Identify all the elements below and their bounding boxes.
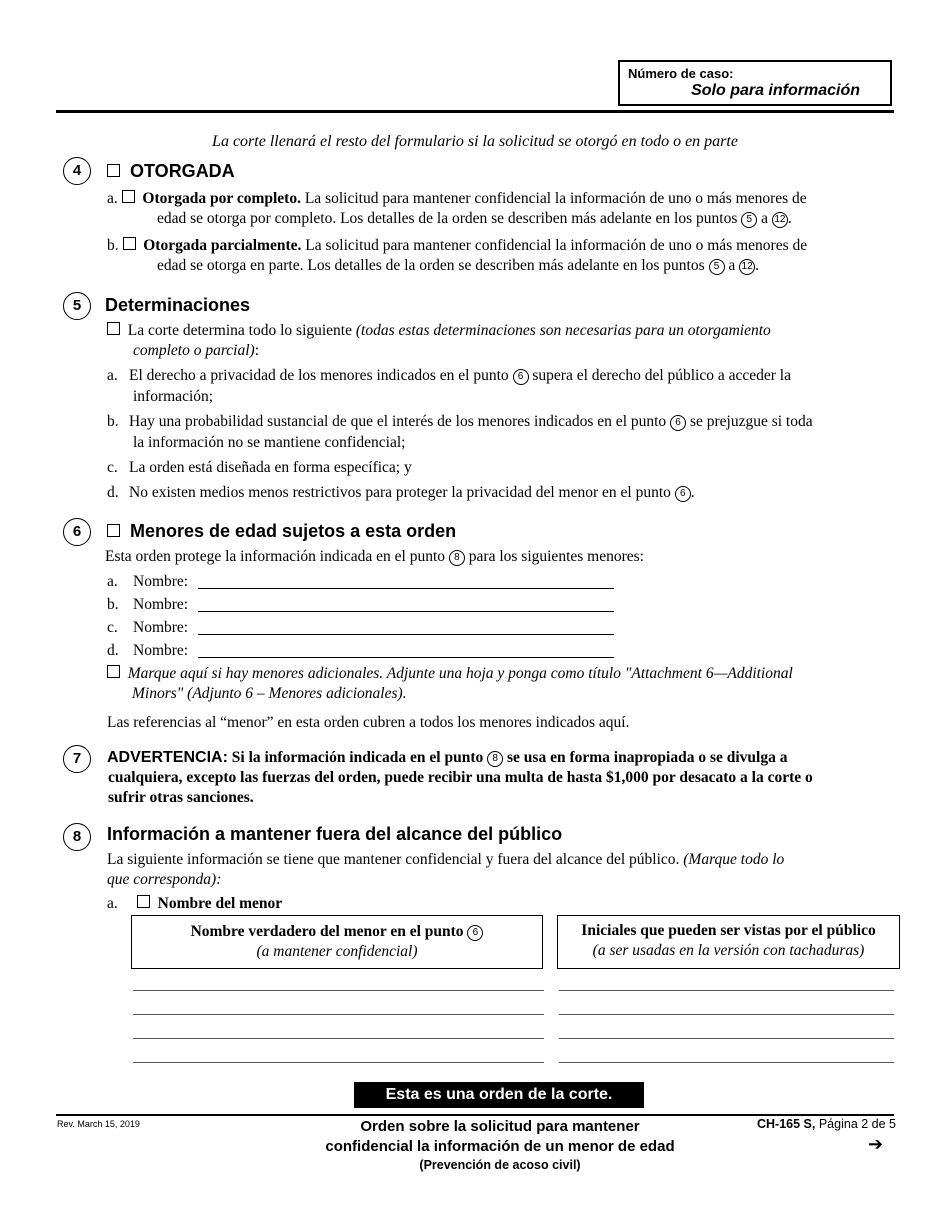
additional-minors: Marque aquí si hay menores adicionales. Adjunte una hoja y ponga como título "Attachment 6—Additional (107, 664, 793, 684)
ref-8: 8 (487, 751, 503, 767)
item-5-number: 5 (63, 292, 91, 320)
true-name-row-1[interactable] (133, 990, 544, 991)
header-rule (56, 110, 894, 113)
item-6-number: 6 (63, 518, 91, 546)
case-number-box (618, 60, 892, 106)
item-4b-text1: La solicitud para mantener confidencial la información de uno o más menores de (305, 237, 808, 254)
item-4b-text2: edad se otorga en parte. Los detalles de la orden se describen más adelante en los puntos (157, 257, 705, 274)
ref-8: 8 (449, 550, 465, 566)
item-5-intro-line2: completo o parcial): (133, 342, 259, 359)
form-id: CH-165 S, (757, 1117, 816, 1131)
true-name-column-header: Nombre verdadero del menor en el punto 6 (a mantener confidencial) (131, 915, 543, 969)
item-5-intro-italic1: (todas estas determinaciones son necesarias para un otorgamiento (355, 322, 771, 339)
item-5b: b. Hay una probabilidad sustancial de que el interés de los menores indicados en el punto 6 se prejuzgue si toda (107, 413, 813, 430)
page-number: Página 2 de 5 (818, 1117, 896, 1131)
minor-name-a: a. Nombre: (107, 573, 189, 590)
item-5a: a. El derecho a privacidad de los menores indicados en el punto 6 supera el derecho del público a acceder la (107, 367, 791, 384)
form-page-info (740, 1117, 896, 1131)
item-8a: a. Nombre del menor (107, 895, 283, 912)
form-title-line1: Orden sobre la solicitud para mantener (360, 1118, 640, 1135)
item-4a-text2: edad se otorga por completo. Los detalles de la orden se describen más adelante en los puntos (157, 210, 738, 227)
item-5c: c. La orden está diseñada en forma específica; y (107, 459, 412, 476)
true-name-row-4[interactable] (133, 1062, 544, 1063)
ref-12: 12 (739, 259, 755, 275)
item-4a (107, 189, 897, 209)
ref-6: 6 (675, 486, 691, 502)
form-title (250, 1117, 750, 1174)
minor-name-a-field[interactable] (198, 588, 614, 589)
item-6-title: Menores de edad sujetos a esta orden (130, 521, 457, 541)
item-4b-bold: Otorgada parcialmente. (143, 237, 302, 254)
initials-row-1[interactable] (559, 990, 894, 991)
true-name-row-2[interactable] (133, 1014, 544, 1015)
granted-partial-checkbox[interactable] (123, 237, 136, 250)
item-6-references: Las referencias al “menor” en esta orden cubren a todos los menores indicados aquí. (107, 714, 630, 731)
item-5d: d. No existen medios menos restrictivos para proteger la privacidad del menor en el punto 6 . (107, 484, 695, 501)
form-subtitle: (Prevención de acoso civil) (419, 1158, 581, 1172)
ref-6: 6 (467, 925, 483, 941)
ref-5: 5 (709, 259, 725, 275)
footer-rule (56, 1114, 894, 1116)
item-8-intro-line2: que corresponda): (107, 871, 222, 888)
item-5-title: Determinaciones (105, 295, 251, 315)
item-5-intro-text: La corte determina todo lo siguiente (127, 322, 352, 339)
ref-6: 6 (670, 415, 686, 431)
ref-5: 5 (741, 212, 757, 228)
item-4b-letter: b. (107, 237, 119, 254)
revision-date: Rev. March 15, 2019 (57, 1119, 140, 1129)
item-7-warning-line2: cualquiera, excepto las fuerzas del orden, puede recibir una multa de hasta $1,000 por desacato a la corte o (108, 769, 813, 786)
findings-checkbox[interactable] (107, 322, 120, 335)
item-5a-line2: información; (133, 388, 214, 405)
item-4-title: OTORGADA (130, 161, 235, 181)
minor-name-c-field[interactable] (198, 634, 614, 635)
ref-12: 12 (772, 212, 788, 228)
additional-minors-checkbox[interactable] (107, 665, 120, 678)
item-4b (107, 236, 897, 256)
item-5-intro-italic2: completo o parcial) (133, 342, 255, 359)
initials-row-2[interactable] (559, 1014, 894, 1015)
initials-row-3[interactable] (559, 1038, 894, 1039)
item-7-warning-line3: sufrir otras sanciones. (108, 789, 254, 806)
true-name-row-3[interactable] (133, 1038, 544, 1039)
item-5-intro (107, 321, 897, 341)
item-4a-bold: Otorgada por completo. (142, 190, 301, 207)
item-8-title: Información a mantener fuera del alcance del público (107, 824, 563, 844)
item-4a-text1: La solicitud para mantener confidencial la información de uno o más menores de (304, 190, 807, 207)
court-order-banner: Esta es una orden de la corte. (354, 1082, 644, 1108)
warning-label: ADVERTENCIA: (107, 749, 228, 766)
granted-full-checkbox[interactable] (122, 190, 135, 203)
conj-a: a (761, 210, 768, 227)
case-number-value: Solo para información (691, 82, 860, 99)
ref-6: 6 (513, 369, 529, 385)
granted-checkbox[interactable] (107, 164, 120, 177)
minor-name-b: b. Nombre: (107, 596, 189, 613)
minor-name-b-field[interactable] (198, 611, 614, 612)
case-number-label: Número de caso: (628, 66, 734, 81)
minor-name-d-field[interactable] (198, 657, 614, 658)
item-5b-line2: la información no se mantiene confidencial; (133, 434, 406, 451)
item-6-intro: Esta orden protege la información indicada en el punto 8 para los siguientes menores: (105, 548, 644, 565)
child-name-checkbox[interactable] (137, 895, 150, 908)
item-8-number: 8 (63, 823, 91, 851)
child-name-label: Nombre del menor (157, 895, 283, 912)
item-7-warning: ADVERTENCIA: Si la información indicada en el punto 8 se usa en forma inapropiada o se divulga a (107, 749, 788, 766)
conj-a: a (728, 257, 736, 274)
intro-note: La corte llenará el resto del formulario si la solicitud se otorgó en todo o en parte (212, 133, 738, 150)
minors-checkbox[interactable] (107, 524, 120, 537)
initials-column-header: Iniciales que pueden ser vistas por el público (a ser usadas en la versión con tachaduras) (557, 915, 900, 969)
additional-minors-line2: Minors" (Adjunto 6 – Menores adicionales). (132, 685, 407, 702)
form-title-line2: confidencial la información de un menor de edad (325, 1138, 675, 1155)
minor-name-c: c. Nombre: (107, 619, 189, 636)
item-4-heading (107, 161, 235, 182)
item-4a-line2: edad se otorga por completo. Los detalles de la orden se describen más adelante en los puntos 5 a 12 . (157, 210, 792, 227)
next-page-arrow-icon: ➔ (868, 1134, 884, 1154)
item-8-intro: La siguiente información se tiene que mantener confidencial y fuera del alcance del público. (Marque todo lo (107, 851, 785, 868)
minor-name-d: d. Nombre: (107, 642, 189, 659)
initials-row-4[interactable] (559, 1062, 894, 1063)
item-4b-line2: edad se otorga en parte. Los detalles de la orden se describen más adelante en los puntos 5 a 12 . (157, 257, 760, 274)
item-4a-letter: a. (107, 190, 118, 207)
item-7-number: 7 (63, 745, 91, 773)
item-4-number: 4 (63, 157, 91, 185)
item-6-heading (107, 521, 456, 542)
